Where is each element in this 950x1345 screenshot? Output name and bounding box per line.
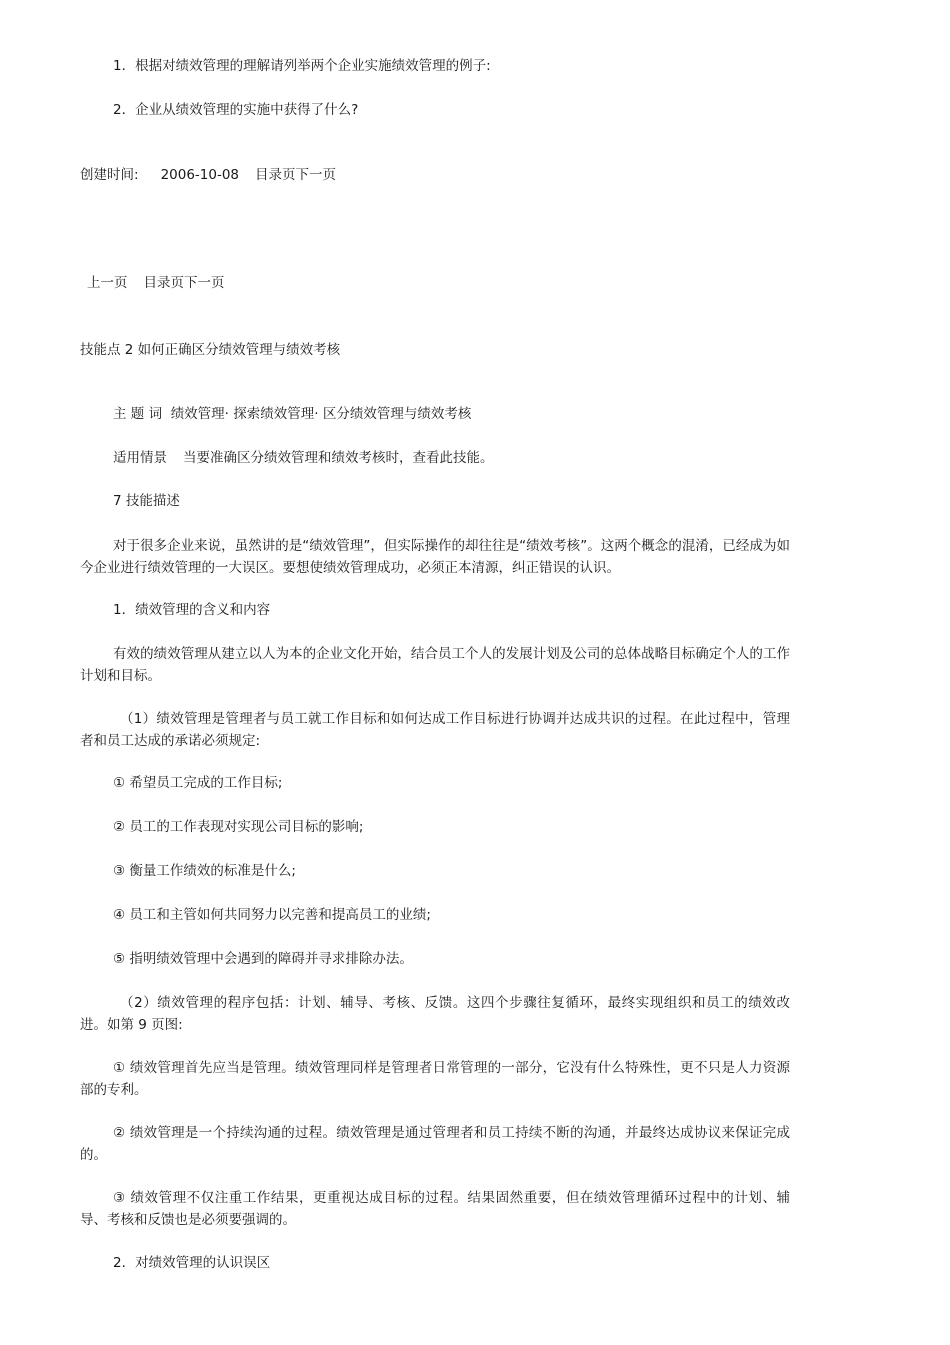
context-value: 当要准确区分绩效管理和绩效考核时，查看此技能。 bbox=[183, 450, 494, 466]
created-date: 2006-10-08 bbox=[160, 167, 240, 183]
question-2: 2．企业从绩效管理的实施中获得了什么? bbox=[113, 102, 359, 118]
question-1: 1．根据对绩效管理的理解请列举两个企业实施绩效管理的例子: bbox=[113, 58, 491, 74]
note-paragraph: ③ 绩效管理不仅注重工作结果，更重视达成目标的过程。结果固然重要，但在绩效管理循环过程中的计划、辅导、考核和反馈也是必须要强调的。 bbox=[80, 1190, 790, 1228]
intro-paragraph: 对于很多企业来说，虽然讲的是“绩效管理”，但实际操作的却往往是“绩效考核”。这两个概念的混淆，已经成为如今企业进行绩效管理的一大误区。要想使绩效管理成功，必须正本清源，纠正错误的认识。 bbox=[80, 538, 790, 576]
toc-next-link[interactable]: 目录页下一页 bbox=[255, 167, 337, 183]
section2-heading: 2．对绩效管理的认识误区 bbox=[113, 1255, 271, 1271]
page-nav bbox=[87, 273, 225, 293]
keywords-line bbox=[113, 404, 471, 424]
context-label: 适用情景 bbox=[113, 450, 167, 466]
keywords-label: 主 题 词 bbox=[113, 406, 163, 422]
created-line bbox=[80, 165, 336, 185]
section1-heading: 1．绩效管理的含义和内容 bbox=[113, 602, 271, 618]
point2-paragraph: （2）绩效管理的程序包括：计划、辅导、考核、反馈。这四个步骤往复循环，最终实现组织和员工的绩效改进。如第 9 页图: bbox=[80, 995, 790, 1033]
created-label: 创建时间: bbox=[80, 167, 139, 183]
section1-paragraph: 有效的绩效管理从建立以人为本的企业文化开始，结合员工个人的发展计划及公司的总体战略目标确定个人的工作计划和目标。 bbox=[80, 646, 790, 684]
context-line bbox=[113, 448, 494, 468]
point1-paragraph: （1）绩效管理是管理者与员工就工作目标和如何达成工作目标进行协调并达成共识的过程。在此过程中，管理者和员工达成的承诺必须规定: bbox=[80, 711, 790, 749]
commitment-item: ③ 衡量工作绩效的标准是什么; bbox=[113, 863, 296, 879]
note-paragraph: ① 绩效管理首先应当是管理。绩效管理同样是管理者日常管理的一部分，它没有什么特殊性，更不只是人力资源部的专利。 bbox=[80, 1060, 790, 1098]
toc-next-link-2[interactable]: 目录页下一页 bbox=[143, 275, 225, 291]
desc-heading: 7 技能描述 bbox=[113, 493, 180, 509]
commitment-item: ① 希望员工完成的工作目标; bbox=[113, 775, 283, 791]
commitment-item: ⑤ 指明绩效管理中会遇到的障碍并寻求排除办法。 bbox=[113, 951, 413, 967]
keywords-value: 绩效管理· 探索绩效管理· 区分绩效管理与绩效考核 bbox=[170, 406, 472, 422]
commitment-item: ④ 员工和主管如何共同努力以完善和提高员工的业绩; bbox=[113, 907, 431, 923]
skill-title: 技能点 2 如何正确区分绩效管理与绩效考核 bbox=[80, 342, 341, 358]
commitment-item: ② 员工的工作表现对实现公司目标的影响; bbox=[113, 819, 364, 835]
note-paragraph: ② 绩效管理是一个持续沟通的过程。绩效管理是通过管理者和员工持续不断的沟通，并最终达成协议来保证完成的。 bbox=[80, 1125, 790, 1163]
prev-page-link[interactable]: 上一页 bbox=[87, 275, 128, 291]
